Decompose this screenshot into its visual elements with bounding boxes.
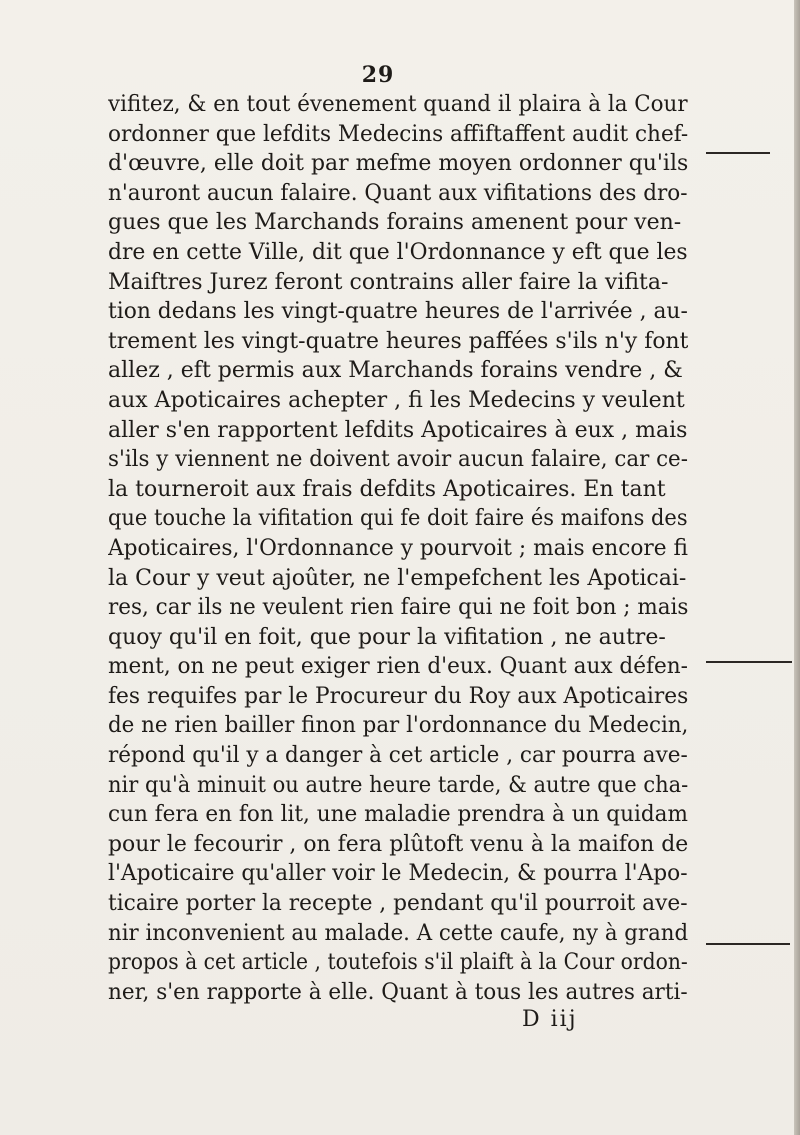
- text-line: fes requifes par le Procureur du Roy aux Apoticaires: [108, 683, 688, 709]
- text-line: aux Apoticaires achepter , fi les Medecins y veulent: [108, 387, 685, 413]
- text-line: répond qu'il y a danger à cet article , car pourra ave-: [108, 743, 688, 769]
- text-line: propos à cet article , toutefois s'il plaift à la Cour ordon-: [108, 950, 688, 976]
- body-text: [108, 90, 688, 1007]
- text-line: la Cour y veut ajoûter, ne l'empefchent les Apoticai-: [108, 565, 687, 591]
- page-number: 29: [361, 62, 395, 88]
- margin-mark: [706, 661, 792, 663]
- text-line: tion dedans les vingt-quatre heures de l'arrivée , au-: [108, 299, 688, 325]
- text-line: dre en cette Ville, dit que l'Ordonnance y eft que les: [108, 239, 688, 265]
- text-line: l'Apoticaire qu'aller voir le Medecin, & pourra l'Apo-: [108, 861, 688, 887]
- text-line: ordonner que lefdits Medecins affiftaffent audit chef-: [108, 121, 688, 147]
- text-line: nir inconvenient au malade. A cette caufe, ny à grand: [108, 920, 688, 946]
- text-line: nir qu'à minuit ou autre heure tarde, & autre que cha-: [108, 772, 688, 798]
- text-line: n'auront aucun falaire. Quant aux vifitations des dro-: [108, 180, 688, 206]
- text-line: vifitez, & en tout évenement quand il plaira à la Cour: [108, 92, 688, 117]
- text-line: la tourneroit aux frais defdits Apoticaires. En tant: [108, 476, 666, 502]
- text-line: pour le fecourir , on fera plûtoft venu à la maifon de: [108, 831, 688, 857]
- margin-mark: [706, 943, 790, 945]
- text-line: allez , eft permis aux Marchands forains vendre , &: [108, 358, 683, 384]
- page-edge-shadow: [794, 0, 800, 1135]
- margin-mark: [706, 152, 770, 154]
- text-line: Maiftres Jurez feront contrains aller faire la vifita-: [108, 269, 669, 295]
- text-line: cun fera en fon lit, une maladie prendra à un quidam: [108, 802, 688, 828]
- text-line: ner, s'en rapporte à elle. Quant à tous les autres arti-: [108, 979, 688, 1005]
- text-line: d'œuvre, elle doit par mefme moyen ordonner qu'ils: [108, 151, 688, 177]
- text-line: s'ils y viennent ne doivent avoir aucun falaire, car ce-: [108, 447, 688, 473]
- text-line: res, car ils ne veulent rien faire qui ne foit bon ; mais: [108, 595, 688, 621]
- catchword-signature: D iij: [522, 1007, 578, 1032]
- text-line: Apoticaires, l'Ordonnance y pourvoit ; mais encore fi: [108, 535, 688, 561]
- text-line: de ne rien bailler finon par l'ordonnance du Medecin,: [108, 713, 688, 739]
- text-line: ment, on ne peut exiger rien d'eux. Quant aux défen-: [108, 654, 688, 680]
- text-line: quoy qu'il en foit, que pour la vifitation , ne autre-: [108, 624, 666, 650]
- text-line: que touche la vifitation qui fe doit faire és maifons des: [108, 506, 688, 532]
- text-line: aller s'en rapportent lefdits Apoticaires à eux , mais: [108, 417, 688, 443]
- text-line: ticaire porter la recepte , pendant qu'il pourroit ave-: [108, 891, 688, 917]
- text-line: trement les vingt-quatre heures paffées s'ils n'y font: [108, 328, 688, 354]
- text-line: gues que les Marchands forains amenent pour ven-: [108, 210, 682, 236]
